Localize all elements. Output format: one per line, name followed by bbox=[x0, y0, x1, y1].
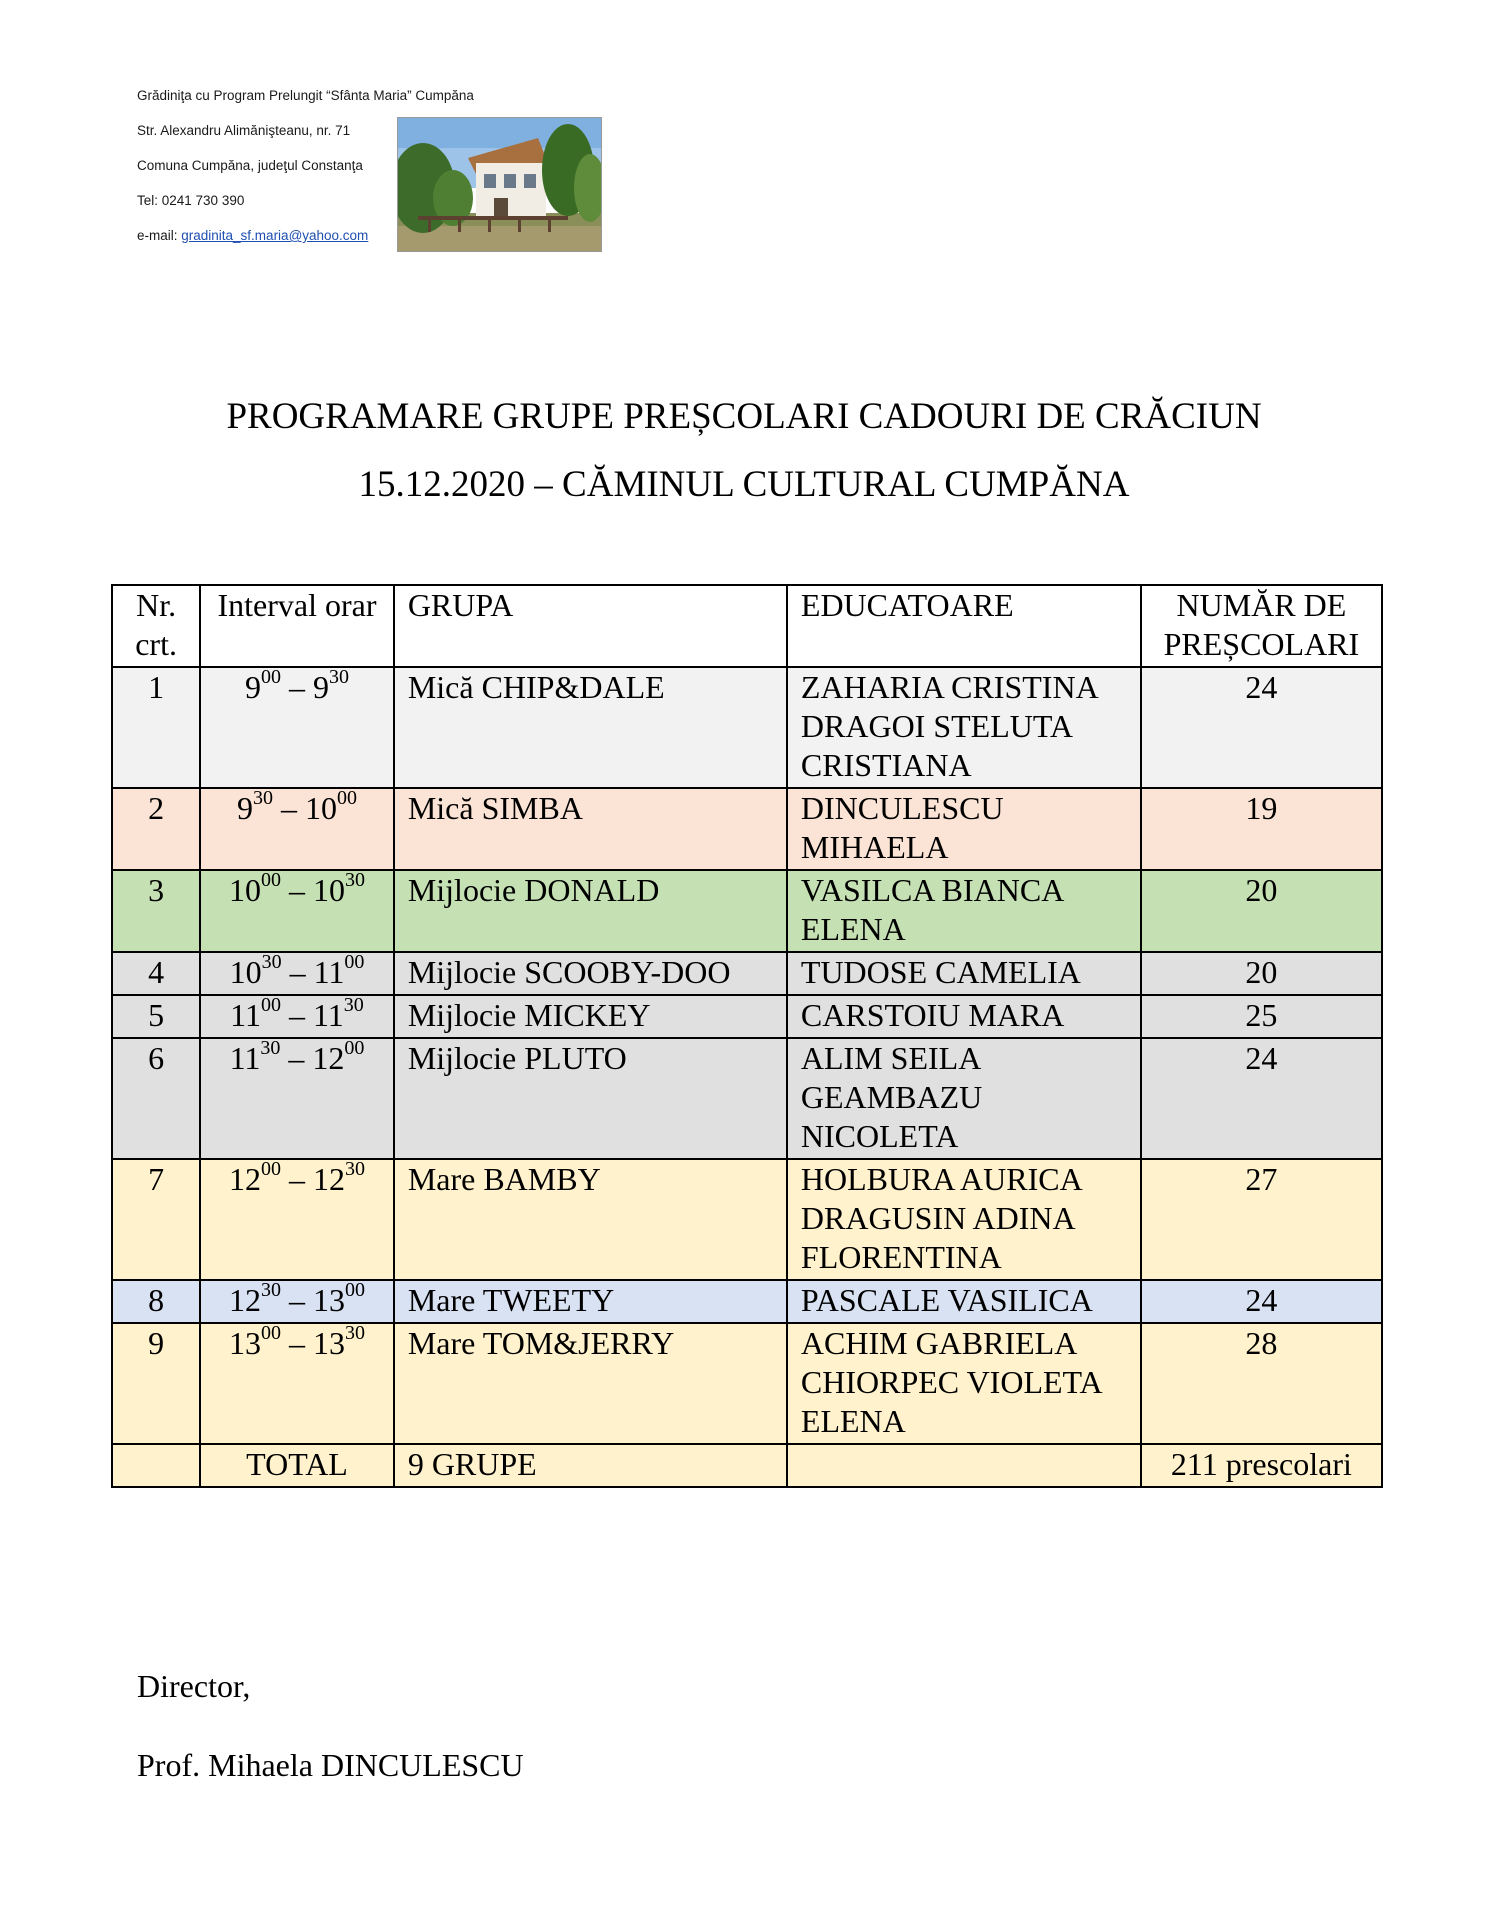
row-grupa: Mijlocie MICKEY bbox=[394, 995, 787, 1038]
row-nr: 4 bbox=[112, 952, 200, 995]
row-nr: 7 bbox=[112, 1159, 200, 1280]
end-minutes: 00 bbox=[344, 951, 365, 974]
row-grupa: Mare TWEETY bbox=[394, 1280, 787, 1323]
table-row bbox=[112, 995, 1382, 1038]
start-minutes: 00 bbox=[260, 994, 281, 1017]
end-hour: 10 bbox=[304, 790, 337, 826]
time-separator: – bbox=[280, 872, 313, 908]
header-grupa: GRUPA bbox=[394, 585, 787, 667]
start-hour: 12 bbox=[228, 1282, 261, 1318]
row-nr: 1 bbox=[112, 667, 200, 788]
email-link[interactable]: gradinita_sf.maria@yahoo.com bbox=[181, 228, 369, 243]
school-street: Str. Alexandru Alimănişteanu, nr. 71 bbox=[137, 123, 351, 138]
start-minutes: 00 bbox=[260, 1322, 281, 1345]
row-numar: 19 bbox=[1141, 788, 1382, 870]
header-educatoare: EDUCATOARE bbox=[787, 585, 1141, 667]
signature-role: Director, bbox=[137, 1668, 251, 1704]
row-educatoare: ACHIM GABRIELA CHIORPEC VIOLETA ELENA bbox=[787, 1323, 1141, 1444]
time-separator: – bbox=[280, 997, 313, 1033]
time-separator: – bbox=[280, 1161, 313, 1197]
time-separator: – bbox=[280, 669, 313, 705]
row-educatoare: DINCULESCU MIHAELA bbox=[787, 788, 1141, 870]
end-minutes: 30 bbox=[344, 869, 365, 892]
row-interval bbox=[200, 1323, 394, 1444]
end-hour: 11 bbox=[312, 997, 344, 1033]
title-line-2: 15.12.2020 – CĂMINUL CULTURAL CUMPĂNA bbox=[358, 464, 1130, 505]
end-minutes: 30 bbox=[343, 994, 364, 1017]
total-row bbox=[112, 1444, 1382, 1487]
end-hour: 13 bbox=[312, 1325, 345, 1361]
row-grupa: Mijlocie SCOOBY-DOO bbox=[394, 952, 787, 995]
school-photo-image bbox=[398, 118, 601, 251]
time-separator: – bbox=[280, 1282, 313, 1318]
row-grupa: Mică SIMBA bbox=[394, 788, 787, 870]
start-hour: 12 bbox=[228, 1161, 261, 1197]
row-numar: 20 bbox=[1141, 870, 1382, 952]
row-numar: 24 bbox=[1141, 1038, 1382, 1159]
row-educatoare: TUDOSE CAMELIA bbox=[787, 952, 1141, 995]
start-hour: 13 bbox=[228, 1325, 261, 1361]
table-row bbox=[112, 1159, 1382, 1280]
title-line-1: PROGRAMARE GRUPE PREȘCOLARI CADOURI DE CRĂCIUN bbox=[226, 396, 1262, 437]
row-interval bbox=[200, 788, 394, 870]
time-separator: – bbox=[280, 1040, 313, 1076]
end-hour: 11 bbox=[313, 954, 345, 990]
start-hour: 10 bbox=[228, 872, 261, 908]
table-row bbox=[112, 788, 1382, 870]
start-hour: 9 bbox=[236, 790, 253, 826]
start-hour: 11 bbox=[230, 997, 261, 1033]
start-hour: 11 bbox=[229, 1040, 261, 1076]
row-educatoare: CARSTOIU MARA bbox=[787, 995, 1141, 1038]
row-interval bbox=[200, 667, 394, 788]
start-minutes: 30 bbox=[252, 787, 273, 810]
document-title bbox=[0, 383, 1488, 519]
row-interval bbox=[200, 995, 394, 1038]
row-nr: 3 bbox=[112, 870, 200, 952]
total-label: TOTAL bbox=[200, 1444, 394, 1487]
total-prescolari: 211 prescolari bbox=[1141, 1444, 1382, 1487]
end-hour: 12 bbox=[312, 1161, 345, 1197]
total-nr-empty bbox=[112, 1444, 200, 1487]
row-nr: 6 bbox=[112, 1038, 200, 1159]
row-numar: 24 bbox=[1141, 1280, 1382, 1323]
school-name: Grădiniţa cu Program Prelungit “Sfânta Maria” Cumpăna bbox=[137, 88, 474, 103]
row-interval bbox=[200, 1038, 394, 1159]
total-educatoare-empty bbox=[787, 1444, 1141, 1487]
schedule-table bbox=[111, 584, 1383, 1488]
email-label: e-mail: bbox=[137, 228, 182, 243]
row-grupa: Mică CHIP&DALE bbox=[394, 667, 787, 788]
table-row bbox=[112, 1038, 1382, 1159]
start-minutes: 00 bbox=[260, 666, 281, 689]
time-separator: – bbox=[280, 1325, 313, 1361]
row-grupa: Mare BAMBY bbox=[394, 1159, 787, 1280]
start-hour: 10 bbox=[229, 954, 262, 990]
header-interval: Interval orar bbox=[200, 585, 394, 667]
row-interval bbox=[200, 870, 394, 952]
row-numar: 28 bbox=[1141, 1323, 1382, 1444]
row-nr: 2 bbox=[112, 788, 200, 870]
row-numar: 24 bbox=[1141, 667, 1382, 788]
end-minutes: 30 bbox=[328, 666, 349, 689]
row-grupa: Mijlocie DONALD bbox=[394, 870, 787, 952]
signature-name: Prof. Mihaela DINCULESCU bbox=[137, 1747, 524, 1783]
header-numar: NUMĂR DE PREȘCOLARI bbox=[1141, 585, 1382, 667]
start-hour: 9 bbox=[244, 669, 261, 705]
row-interval bbox=[200, 1280, 394, 1323]
time-separator: – bbox=[272, 790, 305, 826]
time-separator: – bbox=[281, 954, 314, 990]
end-hour: 10 bbox=[312, 872, 345, 908]
row-grupa: Mare TOM&JERRY bbox=[394, 1323, 787, 1444]
row-numar: 27 bbox=[1141, 1159, 1382, 1280]
row-numar: 25 bbox=[1141, 995, 1382, 1038]
row-nr: 5 bbox=[112, 995, 200, 1038]
end-hour: 9 bbox=[312, 669, 329, 705]
row-interval bbox=[200, 952, 394, 995]
start-minutes: 00 bbox=[260, 1158, 281, 1181]
end-minutes: 00 bbox=[344, 1279, 365, 1302]
row-nr: 9 bbox=[112, 1323, 200, 1444]
total-grupe: 9 GRUPE bbox=[394, 1444, 787, 1487]
row-educatoare: VASILCA BIANCA ELENA bbox=[787, 870, 1141, 952]
row-interval bbox=[200, 1159, 394, 1280]
end-minutes: 00 bbox=[336, 787, 357, 810]
table-row bbox=[112, 952, 1382, 995]
table-header-row bbox=[112, 585, 1382, 667]
table-row bbox=[112, 1323, 1382, 1444]
table-row bbox=[112, 870, 1382, 952]
row-nr: 8 bbox=[112, 1280, 200, 1323]
end-minutes: 30 bbox=[344, 1158, 365, 1181]
header-nr: Nr. crt. bbox=[112, 585, 200, 667]
row-educatoare: PASCALE VASILICA bbox=[787, 1280, 1141, 1323]
end-hour: 13 bbox=[312, 1282, 345, 1318]
start-minutes: 30 bbox=[260, 1279, 281, 1302]
school-phone: Tel: 0241 730 390 bbox=[137, 193, 245, 208]
end-minutes: 00 bbox=[344, 1037, 365, 1060]
start-minutes: 00 bbox=[260, 869, 281, 892]
school-photo bbox=[397, 117, 602, 252]
end-minutes: 30 bbox=[344, 1322, 365, 1345]
row-numar: 20 bbox=[1141, 952, 1382, 995]
school-locality: Comuna Cumpăna, judeţul Constanţa bbox=[137, 158, 363, 173]
row-educatoare: ZAHARIA CRISTINA DRAGOI STELUTA CRISTIANA bbox=[787, 667, 1141, 788]
end-hour: 12 bbox=[312, 1040, 345, 1076]
start-minutes: 30 bbox=[261, 951, 282, 974]
start-minutes: 30 bbox=[260, 1037, 281, 1060]
row-educatoare: HOLBURA AURICA DRAGUSIN ADINA FLORENTINA bbox=[787, 1159, 1141, 1280]
row-educatoare: ALIM SEILA GEAMBAZU NICOLETA bbox=[787, 1038, 1141, 1159]
row-grupa: Mijlocie PLUTO bbox=[394, 1038, 787, 1159]
table-row bbox=[112, 667, 1382, 788]
table-row bbox=[112, 1280, 1382, 1323]
